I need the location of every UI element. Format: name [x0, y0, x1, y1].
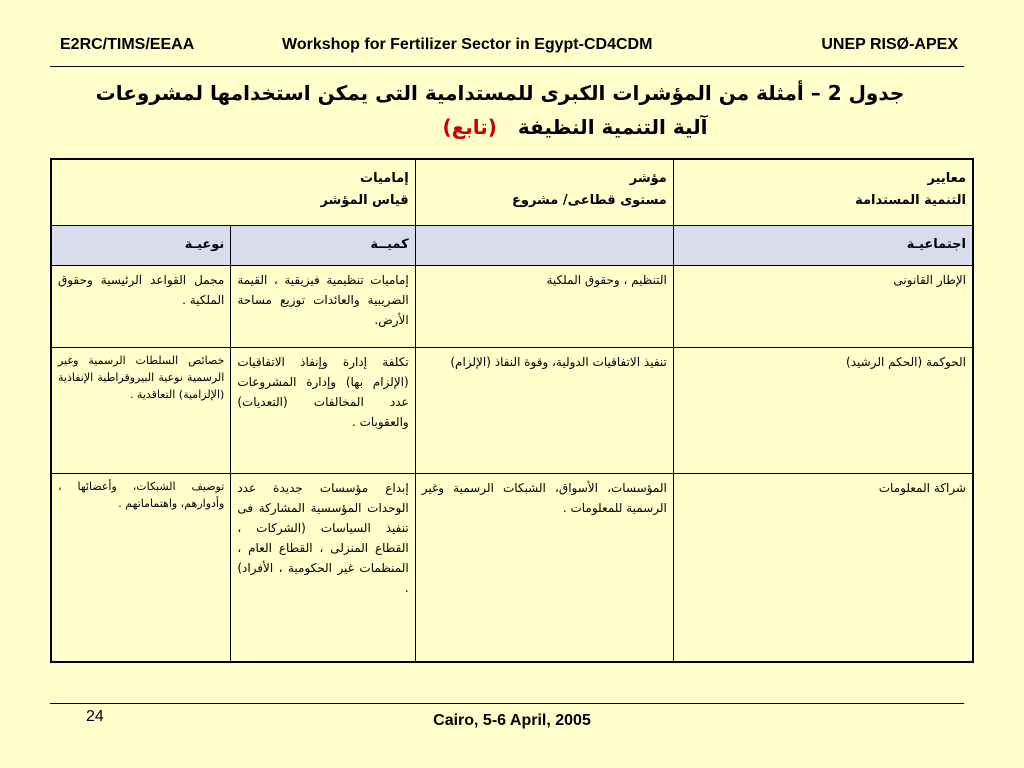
- header-measurement: [51, 159, 415, 225]
- row3-criteria: شراكة المعلومات: [673, 473, 973, 662]
- header-workshop: Workshop for Fertilizer Sector in Egypt-CD4CDM: [282, 36, 653, 53]
- subheader-quantitative: كميــة: [231, 225, 415, 265]
- row2-qualitative: خصائص السلطات الرسمية وغير الرسمية نوعية البيروقراطية الإنفاذية (الإلزامية) التعاقدية .: [51, 347, 231, 473]
- header-measurement-line2: قياس المؤشر: [320, 193, 409, 208]
- title-continued: (تابع): [442, 115, 497, 139]
- header-criteria-line2: التنمية المستدامة: [855, 193, 966, 208]
- table-row: [51, 473, 973, 662]
- header-indicator: [415, 159, 673, 225]
- header-measurement-line1: إماميات: [360, 171, 409, 186]
- row3-indicator: المؤسسات، الأسواق، الشبكات الرسمية وغير الرسمية للمعلومات .: [415, 473, 673, 662]
- slide-title: [60, 76, 940, 144]
- row2-quantitative: تكلفة إدارة وإنفاذ الاتفاقيات (الإلزام بها) وإدارة المشروعات عدد المخالفات (التعديات) والعقوبات .: [231, 347, 415, 473]
- header-divider: [50, 66, 964, 67]
- row1-criteria: الإطار القانونى: [673, 265, 973, 347]
- title-line-2-text: آلية التنمية النظيفة: [517, 115, 708, 139]
- row1-indicator: التنظيم ، وحقوق الملكية: [415, 265, 673, 347]
- subheader-qualitative: نوعيـة: [51, 225, 231, 265]
- header-org: E2RC/TIMS/EEAA: [60, 36, 195, 53]
- header-partner: UNEP RISØ-APEX: [821, 36, 958, 53]
- header-indicator-line2: مستوى قطاعى/ مشروع: [511, 193, 667, 208]
- indicators-table: [50, 158, 974, 663]
- row3-quantitative: إبداع مؤسسات جديدة عدد الوحدات المؤسسية المشاركة فى تنفيذ السياسات (الشركات ، القطاع المنزلى ، القطاع العام ، المنظمات غير الحكومية ، الأفراد) .: [231, 473, 415, 662]
- slide-header: [50, 32, 964, 60]
- indicators-table-wrap: [50, 158, 974, 663]
- table-row: [51, 265, 973, 347]
- table-row: [51, 347, 973, 473]
- title-line-1: جدول 2 – أمثلة من المؤشرات الكبرى للمستدامية التى يمكن استخدامها لمشروعات: [95, 81, 905, 105]
- row2-indicator: تنفيذ الاتفاقيات الدولية، وقوة النفاذ (الإلزام): [415, 347, 673, 473]
- title-line-2: [60, 110, 940, 144]
- footer-divider: [50, 703, 964, 704]
- row1-qualitative: مجمل القواعد الرئيسية وحقوق الملكية .: [51, 265, 231, 347]
- row1-quantitative: إماميات تنظيمية فيزيقية ، القيمة الضريبية والعائدات توزيع مساحة الأرض.: [231, 265, 415, 347]
- row3-qualitative: توصيف الشبكات، وأعضائها ، وأدوارهم، واهتماماتهم .: [51, 473, 231, 662]
- footer-location-date: Cairo, 5-6 April, 2005: [433, 712, 591, 729]
- page-number: 24: [86, 708, 104, 725]
- subheader-social: اجتماعيـة: [673, 225, 973, 265]
- subheader-empty: [415, 225, 673, 265]
- header-criteria: [673, 159, 973, 225]
- row2-criteria: الحوكمة (الحكم الرشيد): [673, 347, 973, 473]
- table-header-row: [51, 159, 973, 225]
- table-subheader-row: [51, 225, 973, 265]
- header-indicator-line1: مؤشر: [629, 171, 667, 186]
- header-criteria-line1: معايير: [927, 171, 966, 186]
